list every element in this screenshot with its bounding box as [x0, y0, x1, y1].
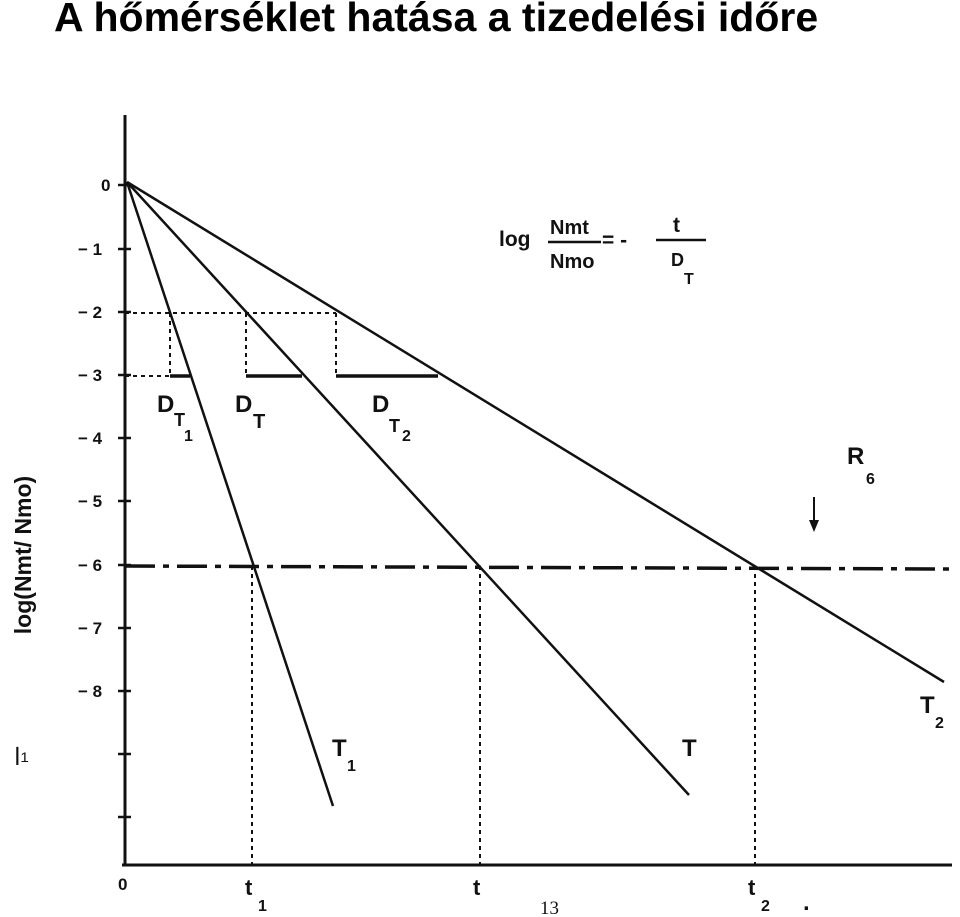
d-label-sub: T	[389, 416, 400, 436]
curve-label-main: T	[332, 735, 347, 762]
formula-denominator: Nmo	[550, 251, 595, 273]
curve-label-sub: 2	[935, 715, 944, 732]
formula-equals: = -	[602, 229, 628, 252]
y-axis-label: log(Nmt/ Nmo)	[10, 475, 36, 635]
y-tick-labels	[78, 176, 110, 701]
curve-labels	[332, 692, 944, 775]
d-label-sub: T	[174, 410, 185, 430]
d-label-sub: T	[253, 411, 266, 433]
page-title: A hőmérséklet hatása a tizedelési időre	[54, 0, 819, 40]
formula-log: log	[499, 228, 531, 251]
page-number: 13	[540, 898, 559, 917]
curve-label-sub: 1	[347, 758, 356, 775]
d-label-main: D	[235, 391, 253, 418]
formula-rhs-denominator: D	[671, 250, 684, 270]
reduction-arrow	[809, 497, 819, 532]
x-mark-sub: 2	[761, 898, 770, 915]
y-tick-label: − 5	[78, 492, 103, 511]
x-axis-labels	[118, 875, 810, 916]
curve-t1	[127, 182, 333, 806]
x-mark-main: t	[473, 875, 481, 900]
survival-curves	[127, 182, 944, 806]
curve-label-main: T	[682, 735, 697, 762]
reduction-line	[125, 566, 950, 569]
reduction-label-sub: 6	[866, 471, 875, 488]
x-origin-label: 0	[118, 875, 128, 894]
d-label-subsub: 1	[184, 428, 193, 445]
d-value-guides	[125, 313, 336, 376]
time-guides	[252, 566, 755, 865]
formula-rhs-numerator: t	[673, 214, 680, 237]
y-tick-label: − 1	[78, 240, 103, 259]
x-trailing-mark: .	[803, 889, 810, 916]
y-tick-label: − 2	[78, 303, 103, 322]
d-label-main: D	[372, 391, 390, 418]
reduction-label-main: R	[847, 443, 865, 470]
y-tick-label: − 8	[78, 682, 103, 701]
curve-t2	[127, 182, 944, 682]
d-label-main: D	[157, 391, 175, 418]
d-labels	[157, 391, 411, 445]
formula-rhs-denominator-sub: T	[684, 271, 694, 288]
y-tick-label: 0	[101, 176, 111, 195]
x-mark-main: t	[748, 875, 756, 900]
margin-note: ꞁ₁	[14, 739, 29, 766]
curve-t	[127, 182, 689, 795]
y-tick-label: − 4	[78, 429, 103, 448]
reduction-label	[847, 443, 875, 488]
curve-label-main: T	[920, 692, 935, 719]
x-mark-sub: 1	[258, 898, 267, 915]
y-tick-label: − 3	[78, 366, 103, 385]
d-label-subsub: 2	[402, 428, 411, 445]
x-mark-main: t	[245, 875, 253, 900]
y-tick-label: − 7	[78, 619, 103, 638]
formula-numerator: Nmt	[550, 217, 589, 239]
y-tick-label: − 6	[78, 556, 103, 575]
formula	[499, 214, 706, 288]
